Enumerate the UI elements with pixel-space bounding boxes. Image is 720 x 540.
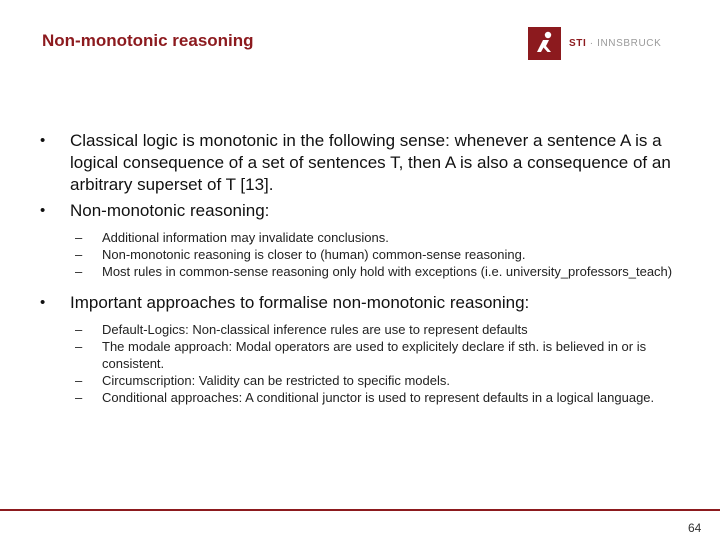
sub-bullet-item: [38, 321, 688, 338]
sub-bullet-item: [38, 229, 688, 246]
dash-marker: –: [75, 373, 83, 388]
dash-marker: –: [75, 264, 83, 279]
sti-innsbruck-logo: [528, 27, 661, 60]
bullet-item: [38, 130, 688, 196]
sub-bullet-text: Additional information may invalidate conclusions.: [102, 230, 389, 245]
sub-bullet-text: Conditional approaches: A conditional junctor is used to represent defaults in a logical language.: [102, 390, 655, 405]
bullet-marker: •: [40, 132, 46, 149]
dash-marker: –: [75, 247, 83, 262]
bullet-text: Non-monotonic reasoning:: [70, 201, 270, 220]
sub-bullet-text: The modale approach: Modal operators are used to explicitely declare if sth. is believed in or is consistent.: [102, 339, 647, 371]
sti-figure-icon: [528, 27, 561, 60]
slide-title: Non-monotonic reasoning: [42, 31, 254, 50]
sub-bullet-item: [38, 338, 688, 372]
footer-rule: [0, 509, 720, 511]
bullet-marker: •: [40, 294, 46, 311]
sub-bullet-item: [38, 246, 688, 263]
dash-marker: –: [75, 390, 83, 405]
slide-body: [38, 130, 688, 415]
dash-marker: –: [75, 339, 83, 354]
sub-bullet-text: Most rules in common-sense reasoning only hold with exceptions (i.e. university_professors_teach): [102, 264, 673, 279]
bullet-marker: •: [40, 202, 46, 219]
logo-brand: STI: [569, 38, 587, 49]
sub-bullet-item: [38, 372, 688, 389]
logo-wordmark: [569, 38, 661, 49]
sub-bullet-text: Default-Logics: Non-classical inference rules are use to represent defaults: [102, 322, 528, 337]
dash-marker: –: [75, 322, 83, 337]
sub-bullet-list: [38, 229, 688, 280]
bullet-text: Classical logic is monotonic in the following sense: whenever a sentence A is a logical consequence of a set of sentences T, then A is also a consequence of an arbitrary superset of T [13].: [70, 131, 671, 194]
bullet-item: [38, 292, 688, 314]
bullet-text: Important approaches to formalise non-monotonic reasoning:: [70, 293, 530, 312]
page-number: 64: [688, 521, 702, 535]
dash-marker: –: [75, 230, 83, 245]
sub-bullet-text: Non-monotonic reasoning is closer to (human) common-sense reasoning.: [102, 247, 526, 262]
sub-bullet-list: [38, 321, 688, 406]
bullet-item: [38, 200, 688, 222]
logo-location: INNSBRUCK: [597, 38, 662, 49]
sub-bullet-item: [38, 389, 688, 406]
sub-bullet-text: Circumscription: Validity can be restricted to specific models.: [102, 373, 450, 388]
sub-bullet-item: [38, 263, 688, 280]
logo-separator: ·: [589, 38, 594, 49]
